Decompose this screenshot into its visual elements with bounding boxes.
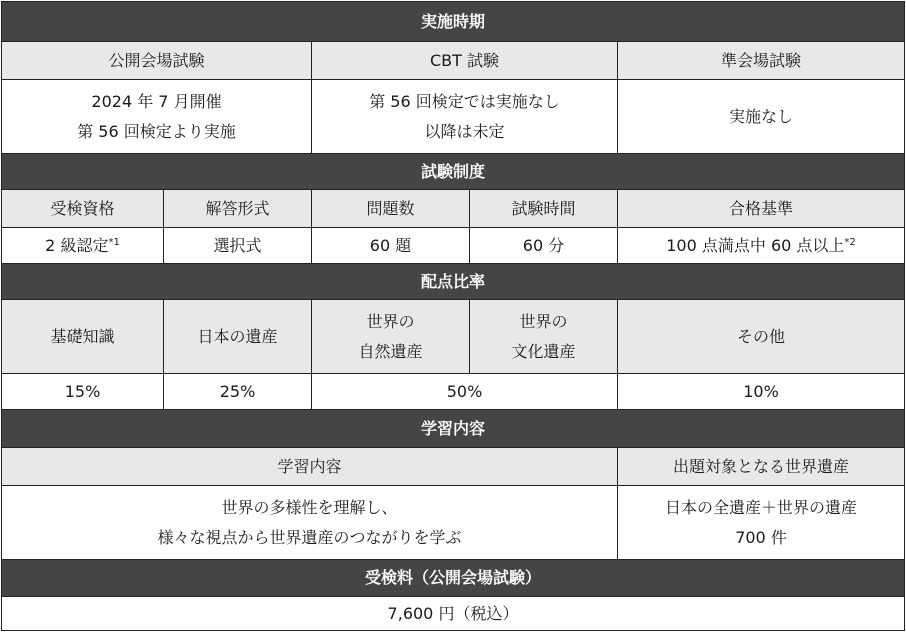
header-cbt-exam: CBT 試験 [312, 42, 618, 80]
header-world-cultural-heritage-line-1: 世界の [519, 311, 568, 331]
header-other: その他 [618, 300, 905, 374]
public-venue-schedule-line-1: 2024 年 7 月開催 [91, 91, 222, 111]
answer-format-value: 選択式 [164, 228, 312, 264]
eligibility-cell [2, 228, 164, 264]
world-heritage-ratio: 50% [312, 374, 618, 410]
eligibility-value: 2 級認定 [45, 235, 109, 255]
header-answer-format: 解答形式 [164, 190, 312, 228]
header-japan-heritage: 日本の遺産 [164, 300, 312, 374]
public-venue-schedule [2, 80, 312, 154]
eligibility-footnote-marker: *1 [108, 236, 120, 248]
pass-criteria-value: 100 点満点中 60 点以上 [666, 235, 845, 255]
target-heritage-line-2: 700 件 [735, 527, 787, 547]
header-exam-time: 試験時間 [470, 190, 618, 228]
cbt-schedule-line-2: 以降は未定 [424, 121, 505, 141]
header-world-cultural-heritage-line-2: 文化遺産 [511, 341, 576, 361]
section-title-score-ratio: 配点比率 [2, 264, 905, 300]
header-world-natural-heritage-line-1: 世界の [366, 311, 415, 331]
target-heritage-description [618, 486, 905, 560]
public-venue-schedule-line-2: 第 56 回検定より実施 [77, 121, 236, 141]
section-title-study-content: 学習内容 [2, 410, 905, 448]
target-heritage-line-1: 日本の全遺産＋世界の遺産 [665, 497, 858, 517]
header-public-venue-exam: 公開会場試験 [2, 42, 312, 80]
header-world-natural-heritage-line-2: 自然遺産 [358, 341, 423, 361]
japan-heritage-ratio: 25% [164, 374, 312, 410]
study-content-description [2, 486, 618, 560]
question-count-value: 60 題 [312, 228, 470, 264]
section-title-exam-fee: 受検料（公開会場試験） [2, 560, 905, 597]
study-content-line-2: 様々な視点から世界遺産のつながりを学ぶ [157, 527, 462, 547]
pass-criteria-footnote-marker: *2 [844, 236, 856, 248]
semi-venue-schedule: 実施なし [618, 80, 905, 154]
header-eligibility: 受検資格 [2, 190, 164, 228]
pass-criteria-cell [618, 228, 905, 264]
header-world-cultural-heritage [470, 300, 618, 374]
header-basic-knowledge: 基礎知識 [2, 300, 164, 374]
header-world-natural-heritage [312, 300, 470, 374]
study-content-line-1: 世界の多様性を理解し、 [221, 497, 398, 517]
header-pass-criteria: 合格基準 [618, 190, 905, 228]
section-title-schedule: 実施時期 [2, 2, 905, 42]
exam-fee-value: 7,600 円（税込） [2, 597, 905, 631]
exam-info-table [1, 1, 905, 631]
header-semi-venue-exam: 準会場試験 [618, 42, 905, 80]
header-question-count: 問題数 [312, 190, 470, 228]
header-target-heritage: 出題対象となる世界遺産 [618, 448, 905, 486]
other-ratio: 10% [618, 374, 905, 410]
cbt-schedule-line-1: 第 56 回検定では実施なし [369, 91, 560, 111]
exam-time-value: 60 分 [470, 228, 618, 264]
section-title-exam-system: 試験制度 [2, 154, 905, 190]
header-study-content: 学習内容 [2, 448, 618, 486]
basic-knowledge-ratio: 15% [2, 374, 164, 410]
cbt-schedule [312, 80, 618, 154]
